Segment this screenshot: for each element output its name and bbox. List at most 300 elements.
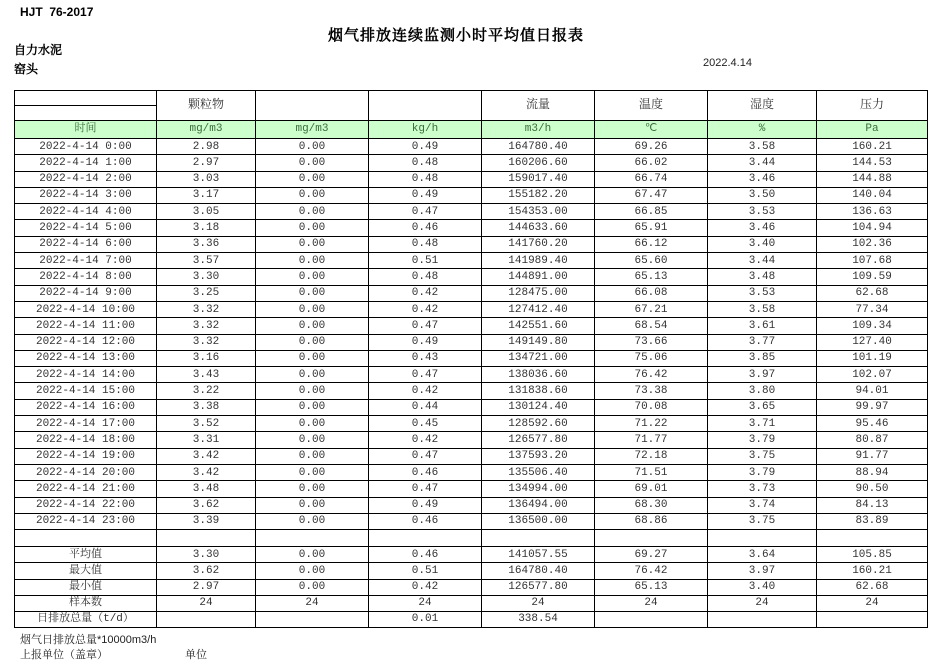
row-label-cell: 2022-4-14 20:00 bbox=[15, 464, 157, 480]
value-cell: 3.62 bbox=[157, 563, 256, 579]
value-cell: 0.01 bbox=[369, 611, 482, 627]
value-cell: 136494.00 bbox=[482, 497, 595, 513]
row-label-cell: 2022-4-14 9:00 bbox=[15, 285, 157, 301]
value-cell: 24 bbox=[157, 595, 256, 611]
report-date: 2022.4.14 bbox=[703, 57, 752, 69]
value-cell: 0.46 bbox=[369, 513, 482, 529]
value-cell bbox=[708, 611, 817, 627]
summary-row bbox=[15, 611, 928, 627]
value-cell: 3.97 bbox=[708, 563, 817, 579]
value-cell: 3.30 bbox=[157, 547, 256, 563]
value-cell: 127412.40 bbox=[482, 301, 595, 317]
value-cell: 0.48 bbox=[369, 171, 482, 187]
hourly-row bbox=[15, 432, 928, 448]
value-cell: 24 bbox=[595, 595, 708, 611]
value-cell: 3.42 bbox=[157, 464, 256, 480]
value-cell: 3.30 bbox=[157, 269, 256, 285]
value-cell: 24 bbox=[817, 595, 928, 611]
value-cell: 66.85 bbox=[595, 204, 708, 220]
hourly-row bbox=[15, 187, 928, 203]
value-cell: 73.38 bbox=[595, 383, 708, 399]
value-cell: 136.63 bbox=[817, 204, 928, 220]
hourly-row bbox=[15, 513, 928, 529]
value-cell: 24 bbox=[482, 595, 595, 611]
value-cell: 0.47 bbox=[369, 204, 482, 220]
value-cell: 67.21 bbox=[595, 301, 708, 317]
value-cell: 0.43 bbox=[369, 350, 482, 366]
value-cell: 141057.55 bbox=[482, 547, 595, 563]
value-cell: 128475.00 bbox=[482, 285, 595, 301]
footnote-unit: 单位 bbox=[185, 649, 207, 661]
row-label-cell: 日排放总量（t/d） bbox=[15, 611, 157, 627]
value-cell: 70.08 bbox=[595, 399, 708, 415]
value-cell: 3.38 bbox=[157, 399, 256, 415]
value-cell: 3.05 bbox=[157, 204, 256, 220]
value-cell: 65.13 bbox=[595, 269, 708, 285]
hourly-row bbox=[15, 318, 928, 334]
value-cell: 0.00 bbox=[256, 579, 369, 595]
header-pressure: 压力 bbox=[817, 91, 928, 121]
value-cell: 138036.60 bbox=[482, 367, 595, 383]
value-cell bbox=[817, 611, 928, 627]
value-cell: 136500.00 bbox=[482, 513, 595, 529]
value-cell: 2.98 bbox=[157, 139, 256, 155]
value-cell: 0.49 bbox=[369, 139, 482, 155]
value-cell: 84.13 bbox=[817, 497, 928, 513]
row-label-cell: 2022-4-14 15:00 bbox=[15, 383, 157, 399]
value-cell: 0.48 bbox=[369, 155, 482, 171]
row-label-cell: 2022-4-14 13:00 bbox=[15, 350, 157, 366]
value-cell: 0.00 bbox=[256, 253, 369, 269]
value-cell: 3.18 bbox=[157, 220, 256, 236]
value-cell: 0.00 bbox=[256, 432, 369, 448]
value-cell: 0.00 bbox=[256, 399, 369, 415]
value-cell: 65.60 bbox=[595, 253, 708, 269]
row-label-cell: 2022-4-14 23:00 bbox=[15, 513, 157, 529]
row-label-cell: 2022-4-14 5:00 bbox=[15, 220, 157, 236]
unit-time: 时间 bbox=[15, 121, 157, 139]
row-label-cell: 2022-4-14 4:00 bbox=[15, 204, 157, 220]
value-cell: 137593.20 bbox=[482, 448, 595, 464]
value-cell: 3.46 bbox=[708, 220, 817, 236]
hourly-row bbox=[15, 481, 928, 497]
hourly-row bbox=[15, 301, 928, 317]
unit-pa: Pa bbox=[817, 121, 928, 139]
row-label-cell: 2022-4-14 2:00 bbox=[15, 171, 157, 187]
value-cell: 3.46 bbox=[708, 171, 817, 187]
header-temperature: 温度 bbox=[595, 91, 708, 121]
report-table bbox=[14, 90, 928, 628]
summary-row bbox=[15, 547, 928, 563]
value-cell: 24 bbox=[708, 595, 817, 611]
unit-kgh: kg/h bbox=[369, 121, 482, 139]
value-cell: 71.51 bbox=[595, 464, 708, 480]
value-cell: 77.34 bbox=[817, 301, 928, 317]
value-cell: 130124.40 bbox=[482, 399, 595, 415]
value-cell: 0.00 bbox=[256, 204, 369, 220]
value-cell: 3.62 bbox=[157, 497, 256, 513]
value-cell: 66.08 bbox=[595, 285, 708, 301]
value-cell: 164780.40 bbox=[482, 139, 595, 155]
value-cell: 62.68 bbox=[817, 285, 928, 301]
value-cell: 3.57 bbox=[157, 253, 256, 269]
spacer-cell bbox=[15, 530, 157, 547]
hourly-row bbox=[15, 334, 928, 350]
row-label-cell: 2022-4-14 19:00 bbox=[15, 448, 157, 464]
value-cell: 66.74 bbox=[595, 171, 708, 187]
value-cell: 160.21 bbox=[817, 563, 928, 579]
footnote-report-unit: 上报单位（盖章） bbox=[20, 649, 108, 661]
value-cell: 88.94 bbox=[817, 464, 928, 480]
value-cell: 91.77 bbox=[817, 448, 928, 464]
value-cell: 68.30 bbox=[595, 497, 708, 513]
value-cell: 3.97 bbox=[708, 367, 817, 383]
hourly-row bbox=[15, 171, 928, 187]
value-cell: 0.00 bbox=[256, 497, 369, 513]
value-cell: 0.00 bbox=[256, 171, 369, 187]
value-cell: 62.68 bbox=[817, 579, 928, 595]
value-cell: 3.77 bbox=[708, 334, 817, 350]
value-cell: 0.42 bbox=[369, 579, 482, 595]
value-cell: 109.59 bbox=[817, 269, 928, 285]
value-cell: 3.80 bbox=[708, 383, 817, 399]
value-cell: 3.32 bbox=[157, 301, 256, 317]
hourly-row bbox=[15, 399, 928, 415]
value-cell: 144.88 bbox=[817, 171, 928, 187]
value-cell: 71.22 bbox=[595, 416, 708, 432]
value-cell: 0.48 bbox=[369, 269, 482, 285]
header-blank-top bbox=[15, 91, 156, 106]
value-cell: 0.00 bbox=[256, 481, 369, 497]
value-cell: 155182.20 bbox=[482, 187, 595, 203]
value-cell: 0.42 bbox=[369, 432, 482, 448]
hourly-row bbox=[15, 236, 928, 252]
value-cell: 90.50 bbox=[817, 481, 928, 497]
hourly-row bbox=[15, 220, 928, 236]
value-cell: 144.53 bbox=[817, 155, 928, 171]
value-cell: 3.75 bbox=[708, 448, 817, 464]
value-cell: 24 bbox=[256, 595, 369, 611]
value-cell: 0.42 bbox=[369, 383, 482, 399]
value-cell: 0.00 bbox=[256, 285, 369, 301]
value-cell: 127.40 bbox=[817, 334, 928, 350]
hourly-row bbox=[15, 139, 928, 155]
value-cell: 126577.80 bbox=[482, 432, 595, 448]
value-cell: 3.79 bbox=[708, 432, 817, 448]
value-cell: 68.86 bbox=[595, 513, 708, 529]
value-cell: 144633.60 bbox=[482, 220, 595, 236]
value-cell: 0.00 bbox=[256, 334, 369, 350]
header-particulate: 颗粒物 bbox=[157, 91, 256, 121]
header-humidity: 湿度 bbox=[708, 91, 817, 121]
spacer-cell bbox=[256, 530, 369, 547]
value-cell: 160206.60 bbox=[482, 155, 595, 171]
value-cell: 0.51 bbox=[369, 563, 482, 579]
hourly-row bbox=[15, 285, 928, 301]
value-cell: 3.32 bbox=[157, 334, 256, 350]
row-label-cell: 最大值 bbox=[15, 563, 157, 579]
row-label-cell: 2022-4-14 17:00 bbox=[15, 416, 157, 432]
value-cell: 3.40 bbox=[708, 236, 817, 252]
hourly-row bbox=[15, 416, 928, 432]
value-cell: 0.00 bbox=[256, 301, 369, 317]
value-cell: 142551.60 bbox=[482, 318, 595, 334]
value-cell: 76.42 bbox=[595, 367, 708, 383]
header-blank-col3 bbox=[256, 91, 369, 121]
value-cell: 80.87 bbox=[817, 432, 928, 448]
row-label-cell: 2022-4-14 3:00 bbox=[15, 187, 157, 203]
value-cell: 94.01 bbox=[817, 383, 928, 399]
value-cell: 66.12 bbox=[595, 236, 708, 252]
value-cell: 141989.40 bbox=[482, 253, 595, 269]
value-cell: 141760.20 bbox=[482, 236, 595, 252]
value-cell: 3.40 bbox=[708, 579, 817, 595]
value-cell bbox=[595, 611, 708, 627]
doc-code: HJT 76-2017 bbox=[20, 5, 94, 19]
unit-mgm3-2: mg/m3 bbox=[256, 121, 369, 139]
value-cell: 338.54 bbox=[482, 611, 595, 627]
unit-mgm3-1: mg/m3 bbox=[157, 121, 256, 139]
summary-row bbox=[15, 563, 928, 579]
value-cell: 154353.00 bbox=[482, 204, 595, 220]
row-label-cell: 平均值 bbox=[15, 547, 157, 563]
row-label-cell: 2022-4-14 14:00 bbox=[15, 367, 157, 383]
hourly-row bbox=[15, 464, 928, 480]
spacer-cell bbox=[369, 530, 482, 547]
value-cell: 102.07 bbox=[817, 367, 928, 383]
value-cell: 69.27 bbox=[595, 547, 708, 563]
value-cell: 107.68 bbox=[817, 253, 928, 269]
value-cell: 149149.80 bbox=[482, 334, 595, 350]
row-label-cell: 2022-4-14 18:00 bbox=[15, 432, 157, 448]
value-cell: 71.77 bbox=[595, 432, 708, 448]
value-cell: 75.06 bbox=[595, 350, 708, 366]
hourly-row bbox=[15, 155, 928, 171]
value-cell: 68.54 bbox=[595, 318, 708, 334]
value-cell: 3.22 bbox=[157, 383, 256, 399]
header-blank-bottom bbox=[15, 106, 156, 120]
value-cell: 3.58 bbox=[708, 139, 817, 155]
value-cell: 0.00 bbox=[256, 350, 369, 366]
value-cell: 3.43 bbox=[157, 367, 256, 383]
value-cell: 0.00 bbox=[256, 269, 369, 285]
value-cell: 3.85 bbox=[708, 350, 817, 366]
value-cell: 3.03 bbox=[157, 171, 256, 187]
value-cell: 0.46 bbox=[369, 464, 482, 480]
value-cell: 0.00 bbox=[256, 547, 369, 563]
value-cell: 73.66 bbox=[595, 334, 708, 350]
station-name: 窑头 bbox=[14, 62, 39, 76]
value-cell: 0.00 bbox=[256, 367, 369, 383]
value-cell: 2.97 bbox=[157, 155, 256, 171]
spacer-cell bbox=[708, 530, 817, 547]
value-cell: 69.26 bbox=[595, 139, 708, 155]
value-cell: 3.53 bbox=[708, 285, 817, 301]
row-label-cell: 样本数 bbox=[15, 595, 157, 611]
value-cell: 3.25 bbox=[157, 285, 256, 301]
header-flow: 流量 bbox=[482, 91, 595, 121]
value-cell: 66.02 bbox=[595, 155, 708, 171]
value-cell: 3.53 bbox=[708, 204, 817, 220]
value-cell: 0.46 bbox=[369, 220, 482, 236]
value-cell: 0.47 bbox=[369, 367, 482, 383]
value-cell: 3.52 bbox=[157, 416, 256, 432]
hourly-row bbox=[15, 204, 928, 220]
value-cell: 3.48 bbox=[708, 269, 817, 285]
hourly-row bbox=[15, 497, 928, 513]
hourly-row bbox=[15, 448, 928, 464]
value-cell: 0.00 bbox=[256, 236, 369, 252]
value-cell: 83.89 bbox=[817, 513, 928, 529]
value-cell: 3.79 bbox=[708, 464, 817, 480]
value-cell: 76.42 bbox=[595, 563, 708, 579]
value-cell bbox=[157, 611, 256, 627]
unit-header-row bbox=[15, 121, 928, 139]
value-cell: 3.16 bbox=[157, 350, 256, 366]
value-cell bbox=[256, 611, 369, 627]
value-cell: 0.49 bbox=[369, 497, 482, 513]
hourly-row bbox=[15, 383, 928, 399]
value-cell: 0.00 bbox=[256, 448, 369, 464]
value-cell: 3.71 bbox=[708, 416, 817, 432]
hourly-row bbox=[15, 367, 928, 383]
spacer-cell bbox=[482, 530, 595, 547]
value-cell: 109.34 bbox=[817, 318, 928, 334]
header-blank-col4 bbox=[369, 91, 482, 121]
value-cell: 0.44 bbox=[369, 399, 482, 415]
page-title: 烟气排放连续监测小时平均值日报表 bbox=[327, 27, 584, 44]
value-cell: 160.21 bbox=[817, 139, 928, 155]
value-cell: 0.47 bbox=[369, 481, 482, 497]
value-cell: 105.85 bbox=[817, 547, 928, 563]
value-cell: 0.00 bbox=[256, 513, 369, 529]
value-cell: 128592.60 bbox=[482, 416, 595, 432]
value-cell: 67.47 bbox=[595, 187, 708, 203]
value-cell: 24 bbox=[369, 595, 482, 611]
value-cell: 3.64 bbox=[708, 547, 817, 563]
value-cell: 3.17 bbox=[157, 187, 256, 203]
value-cell: 3.74 bbox=[708, 497, 817, 513]
value-cell: 3.36 bbox=[157, 236, 256, 252]
value-cell: 3.44 bbox=[708, 253, 817, 269]
value-cell: 3.39 bbox=[157, 513, 256, 529]
value-cell: 72.18 bbox=[595, 448, 708, 464]
unit-m3h: m3/h bbox=[482, 121, 595, 139]
group-header-row bbox=[15, 91, 928, 121]
value-cell: 0.00 bbox=[256, 187, 369, 203]
value-cell: 0.42 bbox=[369, 301, 482, 317]
value-cell: 0.00 bbox=[256, 464, 369, 480]
value-cell: 3.31 bbox=[157, 432, 256, 448]
row-label-cell: 2022-4-14 1:00 bbox=[15, 155, 157, 171]
value-cell: 65.91 bbox=[595, 220, 708, 236]
value-cell: 134994.00 bbox=[482, 481, 595, 497]
value-cell: 164780.40 bbox=[482, 563, 595, 579]
row-label-cell: 2022-4-14 16:00 bbox=[15, 399, 157, 415]
value-cell: 0.00 bbox=[256, 416, 369, 432]
row-label-cell: 2022-4-14 22:00 bbox=[15, 497, 157, 513]
value-cell: 144891.00 bbox=[482, 269, 595, 285]
value-cell: 3.65 bbox=[708, 399, 817, 415]
value-cell: 102.36 bbox=[817, 236, 928, 252]
hourly-row bbox=[15, 350, 928, 366]
value-cell: 0.00 bbox=[256, 139, 369, 155]
row-label-cell: 2022-4-14 0:00 bbox=[15, 139, 157, 155]
row-label-cell: 2022-4-14 10:00 bbox=[15, 301, 157, 317]
footnote-daily-total: 烟气日排放总量*10000m3/h bbox=[20, 634, 157, 646]
value-cell: 134721.00 bbox=[482, 350, 595, 366]
row-label-cell: 2022-4-14 7:00 bbox=[15, 253, 157, 269]
value-cell: 65.13 bbox=[595, 579, 708, 595]
value-cell: 0.00 bbox=[256, 563, 369, 579]
value-cell: 0.46 bbox=[369, 547, 482, 563]
value-cell: 3.50 bbox=[708, 187, 817, 203]
value-cell: 0.51 bbox=[369, 253, 482, 269]
value-cell: 0.48 bbox=[369, 236, 482, 252]
row-label-cell: 2022-4-14 11:00 bbox=[15, 318, 157, 334]
value-cell: 95.46 bbox=[817, 416, 928, 432]
summary-rows bbox=[15, 547, 928, 628]
value-cell: 140.04 bbox=[817, 187, 928, 203]
value-cell: 69.01 bbox=[595, 481, 708, 497]
value-cell: 101.19 bbox=[817, 350, 928, 366]
value-cell: 0.00 bbox=[256, 383, 369, 399]
value-cell: 3.44 bbox=[708, 155, 817, 171]
value-cell: 99.97 bbox=[817, 399, 928, 415]
row-label-cell: 2022-4-14 12:00 bbox=[15, 334, 157, 350]
value-cell: 3.58 bbox=[708, 301, 817, 317]
value-cell: 0.49 bbox=[369, 187, 482, 203]
value-cell: 0.49 bbox=[369, 334, 482, 350]
value-cell: 3.42 bbox=[157, 448, 256, 464]
value-cell: 104.94 bbox=[817, 220, 928, 236]
unit-percent: % bbox=[708, 121, 817, 139]
value-cell: 159017.40 bbox=[482, 171, 595, 187]
unit-celsius: ℃ bbox=[595, 121, 708, 139]
value-cell: 0.45 bbox=[369, 416, 482, 432]
row-label-cell: 2022-4-14 21:00 bbox=[15, 481, 157, 497]
hourly-row bbox=[15, 269, 928, 285]
row-label-cell: 最小值 bbox=[15, 579, 157, 595]
row-label-cell: 2022-4-14 8:00 bbox=[15, 269, 157, 285]
value-cell: 3.48 bbox=[157, 481, 256, 497]
value-cell: 0.47 bbox=[369, 318, 482, 334]
value-cell: 3.61 bbox=[708, 318, 817, 334]
spacer-row bbox=[15, 530, 928, 547]
value-cell: 0.00 bbox=[256, 318, 369, 334]
time-column-header-blank bbox=[15, 91, 157, 121]
value-cell: 0.00 bbox=[256, 155, 369, 171]
summary-row bbox=[15, 595, 928, 611]
hourly-row bbox=[15, 253, 928, 269]
value-cell: 0.00 bbox=[256, 220, 369, 236]
value-cell: 3.75 bbox=[708, 513, 817, 529]
row-label-cell: 2022-4-14 6:00 bbox=[15, 236, 157, 252]
value-cell: 0.42 bbox=[369, 285, 482, 301]
spacer-cell bbox=[157, 530, 256, 547]
value-cell: 3.73 bbox=[708, 481, 817, 497]
value-cell: 126577.80 bbox=[482, 579, 595, 595]
spacer-cell bbox=[817, 530, 928, 547]
spacer-cell bbox=[595, 530, 708, 547]
value-cell: 131838.60 bbox=[482, 383, 595, 399]
value-cell: 135506.40 bbox=[482, 464, 595, 480]
hourly-rows bbox=[15, 139, 928, 530]
company-name: 自力水泥 bbox=[14, 43, 63, 57]
value-cell: 2.97 bbox=[157, 579, 256, 595]
value-cell: 3.32 bbox=[157, 318, 256, 334]
value-cell: 0.47 bbox=[369, 448, 482, 464]
